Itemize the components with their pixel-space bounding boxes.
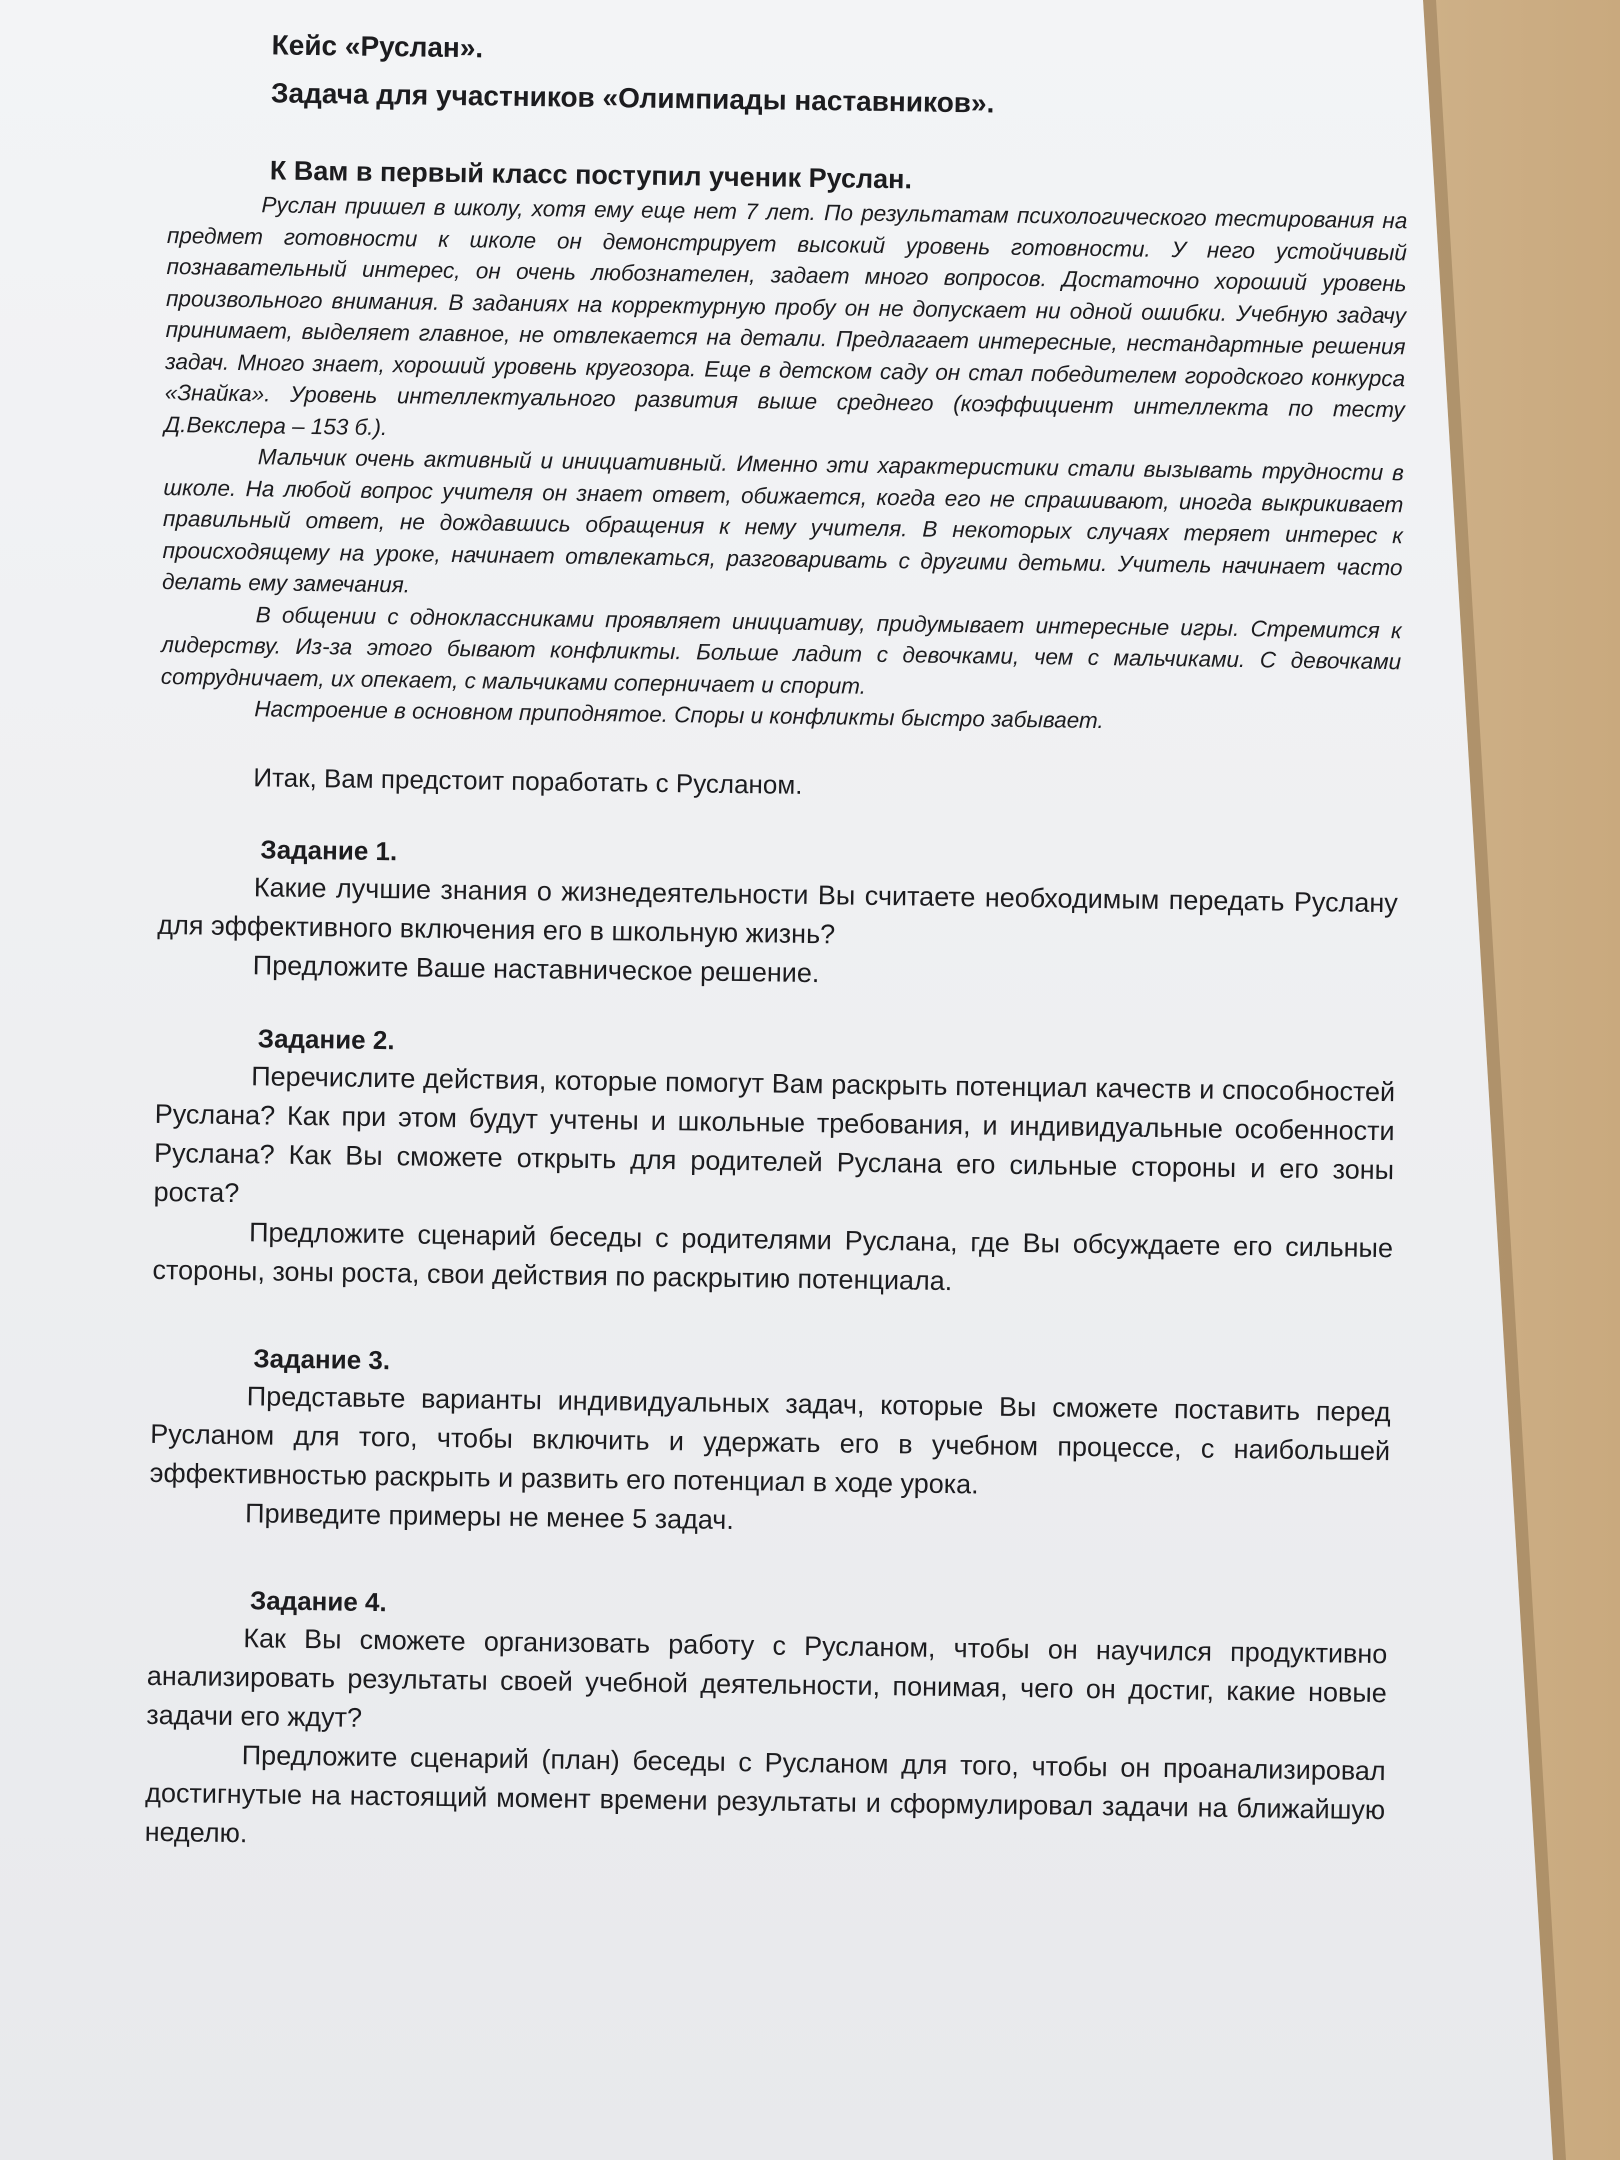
task-paragraph: Представьте варианты индивидуальных задач, которые Вы сможете поставить перед Русланом для того, чтобы включить и удержать его в учебном процессе, с наибольшей эффективностью раскрыть и развить его потенциал в ходе урока. [149, 1380, 1391, 1499]
task-4-body [144, 1617, 1387, 1868]
document [144, 20, 1409, 1869]
transition-text: Итак, Вам предстоит поработать с Русланом. [253, 761, 803, 800]
intro-heading: К Вам в первый класс поступил ученик Руслан. [269, 155, 913, 195]
task-2-heading: Задание 2. [257, 1022, 395, 1055]
task-paragraph: Какие лучшие знания о жизнедеятельности Вы считаете необходимым передать Руслану для эффективного включения его в школьную жизнь? [157, 871, 1399, 949]
intro-paragraph: Настроение в основном приподнятое. Споры и конфликты быстро забывает. [254, 696, 1104, 734]
task-title: Задача для участников «Олимпиады наставников». [270, 77, 995, 119]
task-4-heading: Задание 4. [249, 1584, 387, 1617]
intro-paragraph: В общении с одноклассниками проявляет инициативу, придумывает интересные игры. Стремится к лидерству. Из-за этого бывают конфликты. Больше ладит с девочками, чем с мальчиками. С девочками сотрудничает, их опекает, с мальчиками соперничает и спорит. [160, 601, 1402, 699]
intro-description [160, 188, 1407, 741]
intro-paragraph: Мальчик очень активный и инициативный. Именно эти характеристики стали вызывать трудности в школе. На любой вопрос учителя он знает ответ, обижается, когда его не спрашивают, иногда выкрикивает правильный ответ, не дождавшись обращения к нему учителя. В некоторых случаях теряет интерес к происходящему на уроке, начинает отвлекаться, разговаривать с другими детьми. Учитель начинает часто делать ему замечания. [161, 444, 1404, 598]
task-paragraph: Предложите сценарий беседы с родителями Руслана, где Вы обсуждаете его сильные стороны, зоны роста, свои действия по раскрытию потенциала. [152, 1216, 1394, 1296]
task-1-body [157, 866, 1399, 1000]
task-paragraph: Приведите примеры не менее 5 задач. [244, 1497, 735, 1535]
task-paragraph: Предложите сценарий (план) беседы с Русланом для того, чтобы он проанализировал достигнутые на настоящий момент времени результаты и сформулировал задачи на ближайшую неделю. [144, 1739, 1386, 1848]
intro-paragraph: Руслан пришел в школу, хотя ему еще нет 7 лет. По результатам психологического тестирования на предмет готовности к школе он демонстрирует высокий уровень готовности. У него устойчивый познавательный интерес, он очень любознателен, задает много вопросов. Достаточно хороший уровень произвольного внимания. В заданиях на корректурную пробу он не допускает ни одной ошибки. Учебную задачу принимает, выделяет главное, не отвлекается на детали. Предлагает интересные, нестандартные решения задач. Много знает, хороший уровень кругозора. Еще в детском саду он стал победителем городского конкурса «Знайка». Уровень интеллектуального развития выше среднего (коэффициент интеллекта по тесту Д.Векслера – 153 б.). [164, 192, 1408, 440]
task-paragraph: Перечислите действия, которые помогут Вам раскрыть потенциал качеств и способностей Руслана? Как при этом будут учтены и школьные требования, и индивидуальные особенности Руслана? Как Вы сможете открыть для родителей Руслана его сильные стороны и его зоны роста? [153, 1060, 1396, 1208]
task-1-heading: Задание 1. [260, 833, 398, 866]
task-2-body [152, 1055, 1395, 1306]
task-paragraph: Как Вы сможете организовать работу с Русланом, чтобы он научился продуктивно анализировать результаты своей учебной деятельности, понимая, чего он достиг, какие новые задачи его ждут? [146, 1622, 1388, 1733]
task-3-heading: Задание 3. [253, 1342, 391, 1375]
case-title: Кейс «Руслан». [271, 29, 484, 64]
task-paragraph: Предложите Ваше наставническое решение. [252, 949, 820, 988]
task-3-body [149, 1375, 1391, 1548]
